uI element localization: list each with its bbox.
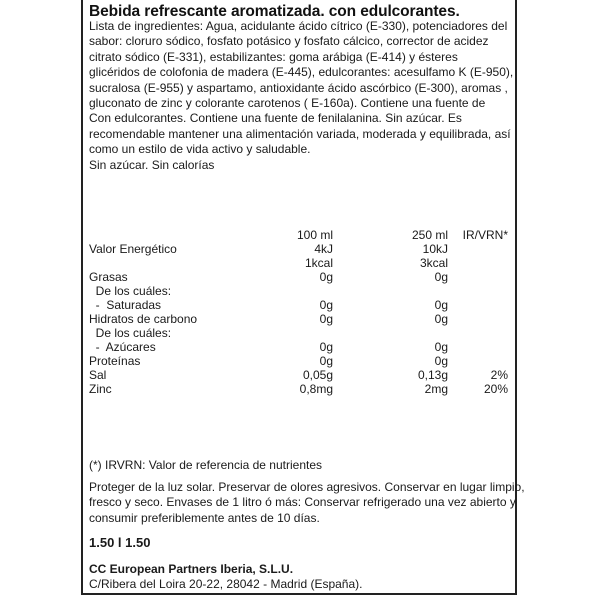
storage-text: [89, 480, 525, 526]
ingredients-line: glicéridos de colofonia de madera (E-445), edulcorantes: acesulfamo K (E-950),: [89, 65, 514, 80]
value-100ml: 0g: [319, 298, 333, 312]
value-100ml: 0g: [319, 340, 333, 354]
storage-line: fresco y seco. Envases de 1 litro ó más: Conservar refrigerado una vez abierto y: [89, 495, 516, 510]
value-250ml: 10kJ: [422, 242, 448, 256]
ingredients-line: sabor: cloruro sódico, fosfato potásico y fosfato cálcico, corrector de acidez: [89, 34, 489, 49]
nutrient-name: Proteínas: [89, 354, 141, 368]
value-250ml: 0g: [434, 354, 448, 368]
ingredients-line: recomendable mantener una alimentación variada, moderada y equilibrada, así: [89, 126, 511, 141]
value-100ml: 0g: [319, 312, 333, 326]
product-title: Bebida refrescante aromatizada. con edulcorantes.: [89, 3, 460, 20]
value-100ml: 0,8mg: [299, 382, 333, 396]
ingredients-line: sucralosa (E-955) y aspartamo, antioxidante ácido ascórbico (E-300), aromas ,: [89, 80, 508, 95]
value-250ml: 2mg: [424, 382, 448, 396]
ingredients-line: Lista de ingredientes: Agua, acidulante ácido cítrico (E-330), potenciadores del: [89, 19, 508, 33]
header-100ml: 100 ml: [296, 228, 333, 242]
nutrient-name: Sal: [89, 368, 107, 382]
company-address: C/Ribera del Loira 20-22, 28042 - Madrid (España).: [89, 577, 363, 591]
nutrition-header-row: [83, 228, 515, 242]
ingredients-line: Sin azúcar. Sin calorías: [89, 157, 215, 172]
value-250ml: 0g: [434, 270, 448, 284]
ingredients-line: como un estilo de vida activo y saludable.: [89, 142, 311, 157]
value-250ml: 0g: [434, 298, 448, 312]
ingredients-line: Con edulcorantes. Contiene una fuente de fenilalanina. Sin azúcar. Es: [89, 111, 462, 126]
nutrition-row: [83, 298, 515, 312]
nutrient-name: Valor Energético: [89, 242, 177, 256]
nutrition-row: [83, 340, 515, 354]
value-100ml: 1kcal: [304, 256, 333, 270]
value-ir-vrn: 20%: [483, 382, 508, 396]
nutrition-row: [83, 242, 515, 256]
nutrition-row: [83, 368, 515, 382]
nutrient-name: Grasas: [89, 270, 128, 284]
header-250ml: 250 ml: [411, 228, 448, 242]
storage-line: Proteger de la luz solar. Preservar de olores agresivos. Conservar en lugar limpio,: [89, 480, 525, 494]
header-ir-vrn: IR/VRN*: [462, 228, 508, 242]
nutrition-row: [83, 312, 515, 326]
company-name: CC European Partners Iberia, S.L.U.: [89, 562, 294, 576]
value-250ml: 0,13g: [417, 368, 448, 382]
value-100ml: 0g: [319, 270, 333, 284]
nutrition-row: [83, 270, 515, 284]
ingredients-line: gluconato de zinc y colorante carotenos ( E-160a). Contiene una fuente de: [89, 96, 486, 111]
value-100ml: 0g: [319, 354, 333, 368]
product-label-panel: [81, 0, 525, 595]
value-250ml: 0g: [434, 340, 448, 354]
value-100ml: 4kJ: [314, 242, 333, 256]
value-250ml: 0g: [434, 312, 448, 326]
nutrition-row: [83, 284, 515, 298]
nutrient-name: Zinc: [89, 382, 112, 396]
nutrient-name: De los cuáles:: [89, 284, 172, 298]
value-100ml: 0,05g: [302, 368, 333, 382]
nutrition-row: [83, 256, 515, 270]
nutrient-name: - Saturadas: [89, 298, 162, 312]
value-ir-vrn: 2%: [490, 368, 508, 382]
nutrition-row: [83, 354, 515, 368]
nutrient-name: De los cuáles:: [89, 326, 172, 340]
nutrition-row: [83, 382, 515, 396]
ingredients-line: citrato sódico (E-331), estabilizantes: goma arábiga (E-414) y ésteres: [89, 49, 458, 64]
footnote: (*) IRVRN: Valor de referencia de nutrientes: [89, 458, 322, 472]
volume-text: 1.50 l 1.50: [89, 535, 151, 550]
nutrient-name: - Azúcares: [89, 340, 156, 354]
nutrient-name: Hidratos de carbono: [89, 312, 198, 326]
ingredients-text: [89, 19, 513, 173]
storage-line: consumir preferiblemente antes de 10 días.: [89, 510, 320, 525]
nutrition-row: [83, 326, 515, 340]
value-250ml: 3kcal: [419, 256, 448, 270]
